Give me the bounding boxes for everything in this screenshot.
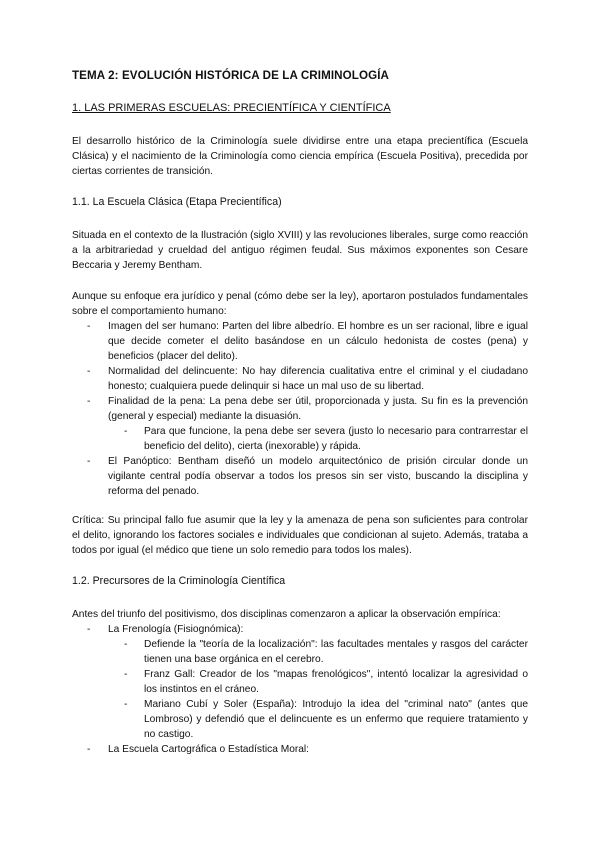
escuela-clasica-list (72, 319, 528, 499)
list-item: - Normalidad del delincuente: No hay diferencia cualitativa entre el criminal y el ciudadano honesto; cualquiera puede delinquir si hace un mal uso de su libertad. (108, 364, 528, 394)
list-item (108, 622, 528, 742)
list-item (108, 394, 528, 454)
nested-list-item: - Franz Gall: Creador de los "mapas frenológicos", intentó localizar la agresividad o los instintos en el cráneo. (144, 667, 528, 697)
list-item: - La Escuela Cartográfica o Estadística Moral: (108, 742, 528, 757)
list-item-text: La Frenología (Fisiognómica): (108, 624, 244, 635)
nested-list (108, 424, 528, 454)
list-item: - El Panóptico: Bentham diseñó un modelo arquitectónico de prisión circular donde un vigilante central podía observar a todos los presos sin ser visto, buscando la disciplina y reforma del penado. (108, 454, 528, 499)
precursores-list (72, 622, 528, 757)
nested-list-item: - Mariano Cubí y Soler (España): Introdujo la idea del "criminal nato" (antes que Lombroso) y defendió que el delincuente es un enfermo que requiere tratamiento y no castigo. (144, 697, 528, 742)
subsection-1-2-heading: 1.2. Precursores de la Criminología Científica (72, 575, 286, 587)
nested-list-item: - Para que funcione, la pena debe ser severa (justo lo necesario para contrarrestar el beneficio del delito), cierta (inexorable) y rápida. (144, 424, 528, 454)
section-1-intro: El desarrollo histórico de la Criminología suele dividirse entre una etapa precientífica (Escuela Clásica) y el nacimiento de la Criminología como ciencia empírica (Escuela Positiva), precedida por ciertas corrientes de transición. (72, 136, 528, 177)
subsection-1-2-paragraph-1: Antes del triunfo del positivismo, dos disciplinas comenzaron a aplicar la observación empírica: (72, 609, 501, 620)
document-title: TEMA 2: EVOLUCIÓN HISTÓRICA DE LA CRIMINOLOGÍA (72, 69, 389, 82)
section-1-heading: 1. LAS PRIMERAS ESCUELAS: PRECIENTÍFICA Y CIENTÍFICA (72, 102, 391, 114)
subsection-1-1-paragraph-1: Situada en el contexto de la Ilustración (siglo XVIII) y las revoluciones liberales, surge como reacción a la arbitrariedad y crueldad del antiguo régimen feudal. Sus máximos exponentes son Cesare Beccaria y Jeremy Bentham. (72, 230, 528, 271)
nested-list-item: - Defiende la "teoría de la localización": las facultades mentales y rasgos del carácter tienen una base orgánica en el cerebro. (144, 637, 528, 667)
list-item: - Imagen del ser humano: Parten del libre albedrío. El hombre es un ser racional, libre e igual que decide cometer el delito basándose en un cálculo hedonista de costes (pena) y beneficios (placer del delito). (108, 319, 528, 364)
critica-paragraph: Crítica: Su principal fallo fue asumir que la ley y la amenaza de pena son suficientes para controlar el delito, ignorando los factores sociales e individuales que condicionan al sujeto. Además, trataba a todos por igual (el médico que tiene un solo remedio para todos los males). (72, 515, 528, 556)
subsection-1-1-heading: 1.1. La Escuela Clásica (Etapa Precientífica) (72, 196, 282, 208)
subsection-1-1-paragraph-2: Aunque su enfoque era jurídico y penal (cómo debe ser la ley), aportaron postulados fundamentales sobre el comportamiento humano: (72, 291, 528, 317)
nested-list (108, 637, 528, 742)
list-item-text: Finalidad de la pena: La pena debe ser útil, proporcionada y justa. Su fin es la prevención (general y especial) mediante la disuasión. (108, 396, 528, 422)
